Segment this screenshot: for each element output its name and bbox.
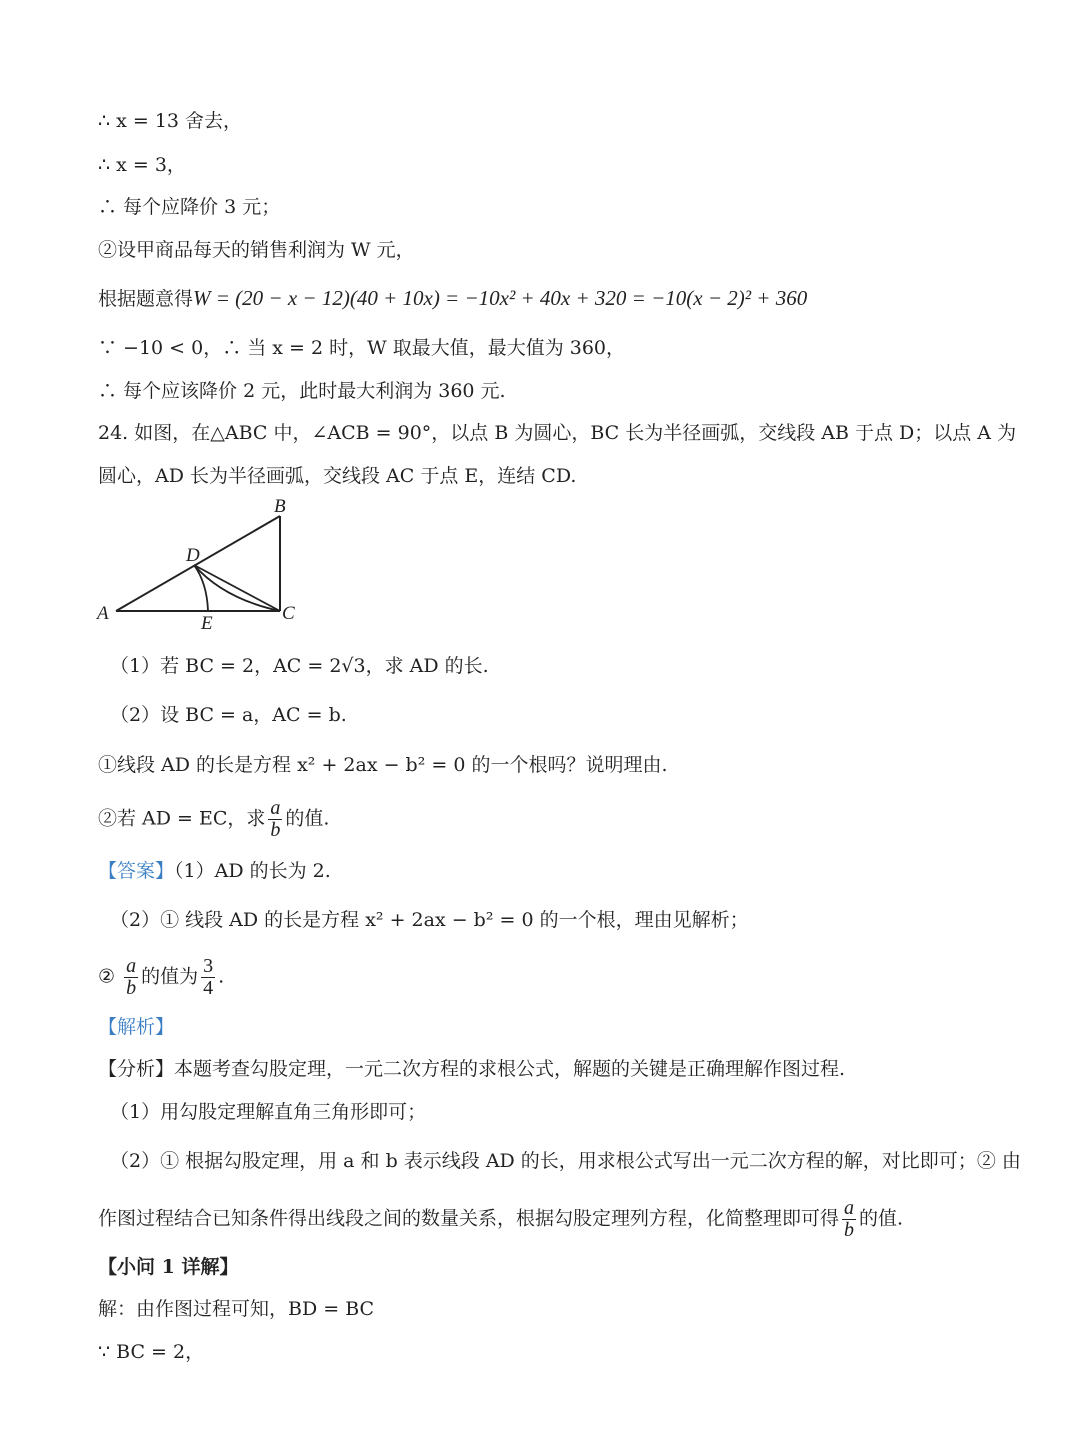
line-max-condition: ∵ −10 < 0，∴ 当 x = 2 时，W 取最大值，最大值为 360， — [98, 337, 626, 359]
answer-part-1 — [98, 862, 331, 881]
fraction-denominator: 4 — [203, 977, 214, 999]
label-B: B — [274, 496, 286, 517]
line-profit-formula — [98, 288, 807, 309]
fraction-denominator: b — [126, 977, 137, 999]
problem-24-statement-2: 圆心，AD 长为半径画弧，交线段 AC 于点 E，连结 CD. — [98, 465, 577, 487]
analysis-tag: 【解析】 — [98, 1016, 175, 1038]
analysis-step-2: （2）① 根据勾股定理，用 a 和 b 表示线段 AD 的长，用求根公式写出一元二次方程的解，对比即可；② 由 — [110, 1150, 1021, 1172]
fraction-3-over-4 — [201, 956, 215, 999]
label-E: E — [201, 613, 213, 634]
part-2-sub-2-text: ②若 AD = EC，求 — [98, 807, 266, 830]
label-D: D — [186, 545, 200, 566]
label-A: A — [97, 603, 109, 624]
part-2-sub-2-end: 的值. — [285, 807, 330, 830]
profit-formula-prefix: 根据题意得 — [98, 288, 194, 310]
problem-24-statement-1: 24. 如图，在△ABC 中，∠ACB = 90°，以点 B 为圆心，BC 长为半径画弧，交线段 AB 于点 D；以点 A 为 — [98, 422, 1017, 444]
fraction-numerator: a — [844, 1197, 855, 1219]
solution-line-1: 解：由作图过程可知，BD = BC — [98, 1298, 375, 1320]
detail-1-tag: 【小问 1 详解】 — [98, 1256, 239, 1278]
profit-formula: W = (20 − x − 12)(40 + 10x) = −10x² + 40x + 320 = −10(x − 2)² + 360 — [193, 286, 808, 310]
solution-line-2: ∵ BC = 2， — [98, 1341, 205, 1363]
line-reduce-3: ∴ 每个应降价 3 元； — [98, 196, 281, 218]
part-2-sub-1: ①线段 AD 的长是方程 x² + 2ax − b² = 0 的一个根吗？说明理由. — [98, 754, 668, 776]
line-profit-def: ②设甲商品每天的销售利润为 W 元， — [98, 239, 415, 261]
part-2-sub-2 — [98, 798, 329, 841]
fraction-denominator: b — [270, 819, 281, 841]
part-2-setup: （2）设 BC = a，AC = b. — [110, 704, 347, 726]
fraction-a-over-b — [268, 798, 282, 841]
circled-2: ② — [98, 965, 116, 988]
answer-tag: 【答案】 — [98, 860, 175, 882]
fraction-a-over-b — [124, 956, 138, 999]
triangle-figure — [92, 495, 332, 635]
answer-period: . — [218, 965, 225, 988]
label-C: C — [282, 603, 295, 624]
part-1-question: （1）若 BC = 2，AC = 2√3，求 AD 的长. — [110, 655, 489, 677]
fraction-a-over-b — [842, 1198, 856, 1241]
fraction-numerator: a — [126, 955, 137, 977]
analysis-step-1: （1）用勾股定理解直角三角形即可； — [110, 1101, 427, 1123]
fraction-numerator: a — [270, 797, 281, 819]
answer-1-text: （1）AD 的长为 2. — [174, 860, 331, 882]
fraction-denominator: b — [844, 1219, 855, 1241]
answer-part-2-2 — [98, 956, 224, 999]
answer-value-text: 的值为 — [141, 965, 199, 988]
analysis-step-2-cont-text: 作图过程结合已知条件得出线段之间的数量关系，根据勾股定理列方程，化简整理即可得 — [98, 1207, 840, 1230]
line-x-equals-3: ∴ x = 3， — [98, 154, 186, 176]
line-max-profit: ∴ 每个应该降价 2 元，此时最大利润为 360 元. — [98, 380, 506, 402]
analysis-summary: 【分析】本题考查勾股定理，一元二次方程的求根公式，解题的关键是正确理解作图过程. — [98, 1058, 846, 1080]
analysis-step-2-cont-end: 的值. — [859, 1207, 904, 1230]
line-x-13-rejected: ∴ x = 13 舍去， — [98, 110, 243, 132]
analysis-step-2-cont — [98, 1198, 903, 1241]
answer-part-2-1: （2）① 线段 AD 的长是方程 x² + 2ax − b² = 0 的一个根，理由见解析； — [110, 909, 749, 931]
fraction-numerator: 3 — [203, 955, 214, 977]
